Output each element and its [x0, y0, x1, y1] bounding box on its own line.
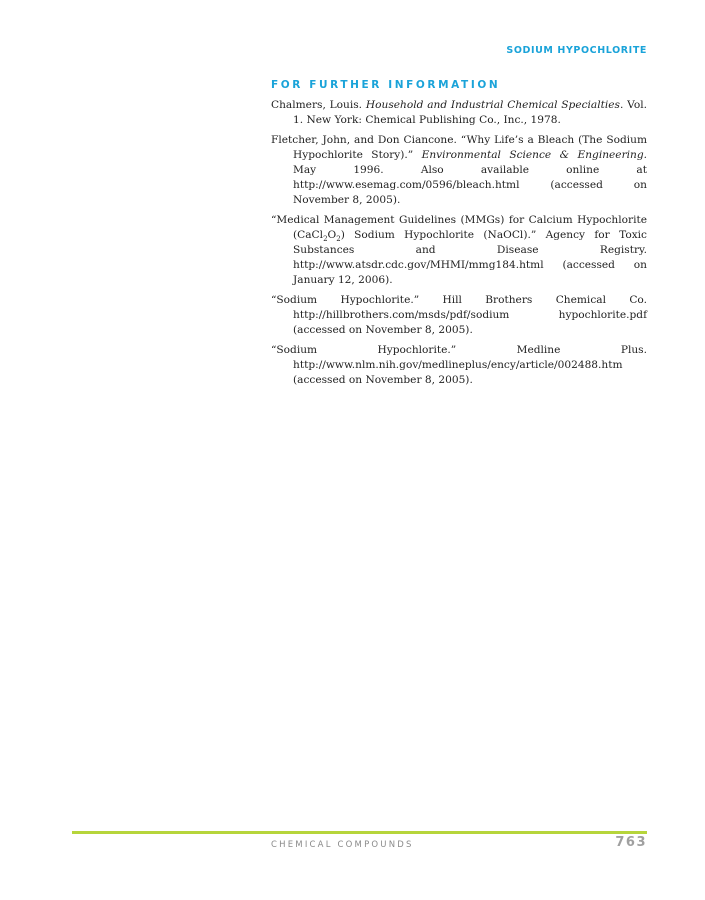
reference-article-title: “Why Life’s a Bleach (The Sodium Hypochlorite Story).” [293, 134, 647, 161]
reference-details: Vol. 1. New York: Chemical Publishing Co., Inc., 1978. [293, 99, 647, 126]
reference-lead: “Medical Management Guidelines (MMGs) for Calcium Hypochlorite (CaCl [271, 214, 647, 241]
reference-details: May 1996. Also available online at http://www.esemag.com/0596/bleach.html (accessed on November 8, 2005). [293, 164, 647, 206]
footer-label: CHEMICAL COMPOUNDS [271, 840, 414, 850]
running-head: SODIUM HYPOCHLORITE [506, 45, 647, 56]
reference-list [271, 98, 647, 393]
reference-authors: Chalmers, Louis. [271, 99, 363, 111]
reference-text: “Sodium Hypochlorite.” Hill Brothers Chemical Co. http://hillbrothers.com/msds/pdf/sodium hypochlorite.pdf (accessed on November 8, 2005). [271, 294, 647, 336]
reference-item [271, 293, 647, 338]
subscript: 2 [323, 235, 328, 244]
reference-details: ) Sodium Hypochlorite (NaOCl).” Agency for Toxic Substances and Disease Registry. http://www.atsdr.cdc.gov/MHMI/mmg184.html (accessed on January 12, 2006). [293, 229, 647, 286]
reference-text: “Sodium Hypochlorite.” Medline Plus. http://www.nlm.nih.gov/medlineplus/ency/article/002488.htm (accessed on November 8, 2005). [271, 344, 647, 386]
reference-mid: O [327, 229, 337, 241]
page-number: 763 [615, 835, 647, 850]
reference-item [271, 133, 647, 208]
reference-item [271, 213, 647, 288]
reference-book-title: Household and Industrial Chemical Specialties. [365, 99, 624, 111]
section-title: FOR FURTHER INFORMATION [271, 79, 501, 91]
reference-journal: Environmental Science & Engineering. [421, 149, 647, 161]
reference-authors: Fletcher, John, and Don Ciancone. [271, 134, 457, 146]
footer-rule [72, 831, 647, 834]
reference-item [271, 343, 647, 388]
subscript: 2 [336, 235, 341, 244]
reference-item [271, 98, 647, 128]
